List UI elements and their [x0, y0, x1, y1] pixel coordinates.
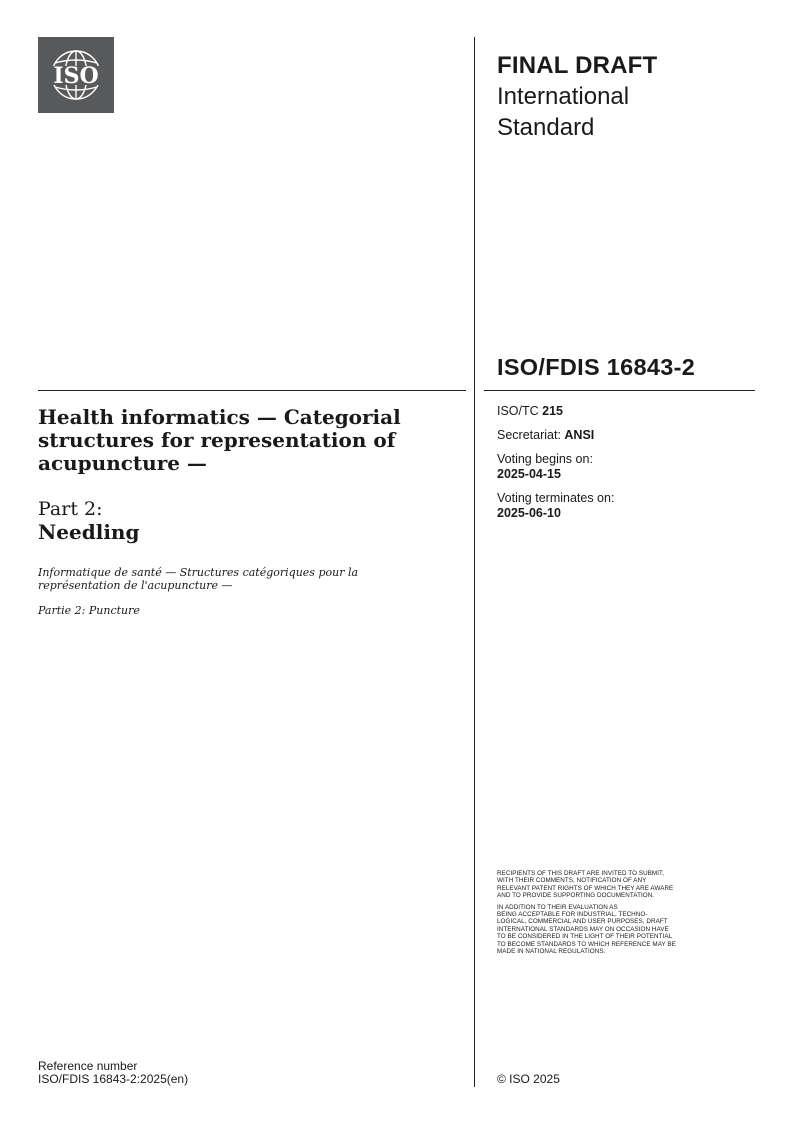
committee-label: ISO/TC — [497, 404, 539, 418]
document-status — [497, 50, 757, 143]
part-title: Needling — [38, 520, 140, 544]
notice-line: RECIPIENTS OF THIS DRAFT ARE INVITED TO SUBMIT, — [497, 870, 665, 877]
iso-logo-text: ISO — [53, 63, 99, 89]
voting-begins-value: 2025-04-15 — [497, 467, 561, 481]
french-part-title: Partie 2: Puncture — [38, 604, 140, 617]
reference-number-label: Reference number — [38, 1059, 138, 1073]
notice-line: TO BECOME STANDARDS TO WHICH REFERENCE MAY BE — [497, 940, 676, 948]
secretariat-row — [497, 428, 757, 443]
notice-line: IN ADDITION TO THEIR EVALUATION AS — [497, 903, 618, 911]
iso-logo-graphic — [38, 37, 114, 113]
notice-line: MADE IN NATIONAL REGULATIONS. — [497, 948, 606, 956]
secretariat-label: Secretariat: — [497, 428, 561, 442]
main-title — [38, 406, 458, 475]
notice-paragraph-2 — [497, 904, 759, 956]
iso-logo — [38, 37, 114, 113]
notice-line: BEING ACCEPTABLE FOR INDUSTRIAL, TECHNO- — [497, 911, 648, 919]
status-line-final-draft: FINAL DRAFT — [497, 52, 658, 79]
committee-value: 215 — [542, 404, 564, 418]
voting-terminates-value: 2025-06-10 — [497, 506, 561, 520]
voting-begins-label: Voting begins on: — [497, 452, 593, 466]
reference-number — [38, 1060, 188, 1086]
voting-terminates-row — [497, 491, 757, 521]
main-title-line-2: structures for representation of — [38, 428, 396, 452]
vertical-divider — [474, 37, 475, 1087]
notice-line: TO BE CONSIDERED IN THE LIGHT OF THEIR POTENTIAL — [497, 933, 673, 941]
document-meta — [497, 404, 757, 530]
copyright-notice: © ISO 2025 — [497, 1072, 560, 1086]
notice-paragraph-1 — [497, 870, 759, 900]
notice-line: LOGICAL, COMMERCIAL AND USER PURPOSES, DRAFT — [497, 918, 668, 926]
notice-line: AND TO PROVIDE SUPPORTING DOCUMENTATION. — [497, 892, 655, 900]
main-title-line-3: acupuncture — — [38, 451, 207, 475]
right-horizontal-divider — [484, 390, 755, 391]
draft-notice — [497, 870, 759, 959]
french-title-line-1: Informatique de santé — Structures catégoriques pour la — [38, 566, 359, 579]
document-number: ISO/FDIS 16843-2 — [497, 354, 696, 380]
part-label: Part 2: — [38, 498, 103, 520]
committee-row — [497, 404, 757, 419]
notice-line: RELEVANT PATENT RIGHTS OF WHICH THEY ARE AWARE — [497, 884, 674, 892]
french-title — [38, 566, 438, 592]
voting-terminates-label: Voting terminates on: — [497, 491, 615, 505]
main-title-line-1: Health informatics — Categorial — [38, 405, 401, 429]
french-title-line-2: représentation de l'acupuncture — — [38, 579, 233, 592]
reference-number-value: ISO/FDIS 16843-2:2025(en) — [38, 1072, 189, 1086]
voting-begins-row — [497, 452, 757, 482]
notice-line: INTERNATIONAL STANDARDS MAY ON OCCASION HAVE — [497, 925, 669, 933]
left-horizontal-divider — [38, 390, 466, 391]
status-line-standard: Standard — [497, 114, 595, 141]
secretariat-value: ANSI — [564, 428, 595, 442]
status-line-international: International — [497, 83, 630, 110]
notice-line: WITH THEIR COMMENTS, NOTIFICATION OF ANY — [497, 877, 647, 885]
